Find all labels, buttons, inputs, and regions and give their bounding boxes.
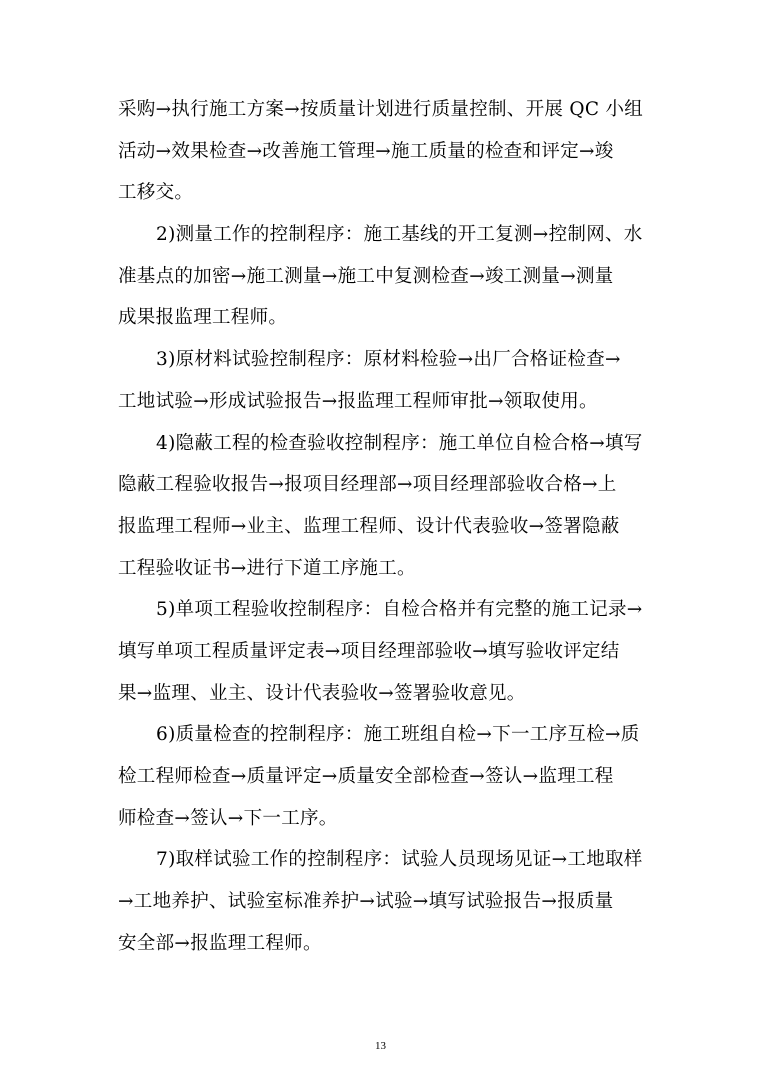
paragraph-start-line: 6)质量检查的控制程序：施工班组自检→下一工序互检→质: [156, 724, 640, 746]
paragraph-start-line: 3)原材料试验控制程序：原材料检验→出厂合格证检查→: [156, 349, 621, 371]
paragraph-start-line: 7)取样试验工作的控制程序：试验人员现场见证→工地取样: [156, 849, 643, 871]
paragraph-start-line: 5)单项工程验收控制程序：自检合格并有完整的施工记录→: [156, 599, 643, 621]
paragraph-start-line: 2)测量工作的控制程序：施工基线的开工复测→控制网、水: [156, 224, 643, 246]
text-line: 填写单项工程质量评定表→项目经理部验收→填写验收评定结: [118, 640, 620, 662]
text-line: 采购→执行施工方案→按质量计划进行质量控制、开展 QC 小组: [118, 99, 644, 120]
page-number: 13: [375, 1040, 386, 1052]
text-line: 工移交。: [118, 182, 194, 204]
paragraph-start-line: 4)隐蔽工程的检查验收控制程序：施工单位自检合格→填写: [156, 432, 643, 454]
text-line: 准基点的加密→施工测量→施工中复测检查→竣工测量→测量: [118, 265, 614, 287]
text-line: 安全部→报监理工程师。: [118, 932, 322, 954]
text-line: →工地养护、试验室标准养护→试验→填写试验报告→报质量: [118, 891, 614, 913]
text-line: 活动→效果检查→改善施工管理→施工质量的检查和评定→竣: [118, 140, 614, 162]
document-body: [118, 95, 643, 970]
text-line: 工程验收证书→进行下道工序施工。: [118, 557, 416, 579]
text-line: 师检查→签认→下一工序。: [118, 807, 338, 829]
text-line: 报监理工程师→业主、监理工程师、设计代表验收→签署隐蔽: [118, 515, 620, 537]
text-line: 果→监理、业主、设计代表验收→签署验收意见。: [118, 682, 526, 704]
text-line: 成果报监理工程师。: [118, 307, 288, 329]
text-line: 工地试验→形成试验报告→报监理工程师审批→领取使用。: [118, 390, 598, 412]
text-line: 隐蔽工程验收报告→报项目经理部→项目经理部验收合格→上: [118, 474, 617, 496]
text-line: 检工程师检查→质量评定→质量安全部检查→签认→监理工程: [118, 766, 614, 787]
